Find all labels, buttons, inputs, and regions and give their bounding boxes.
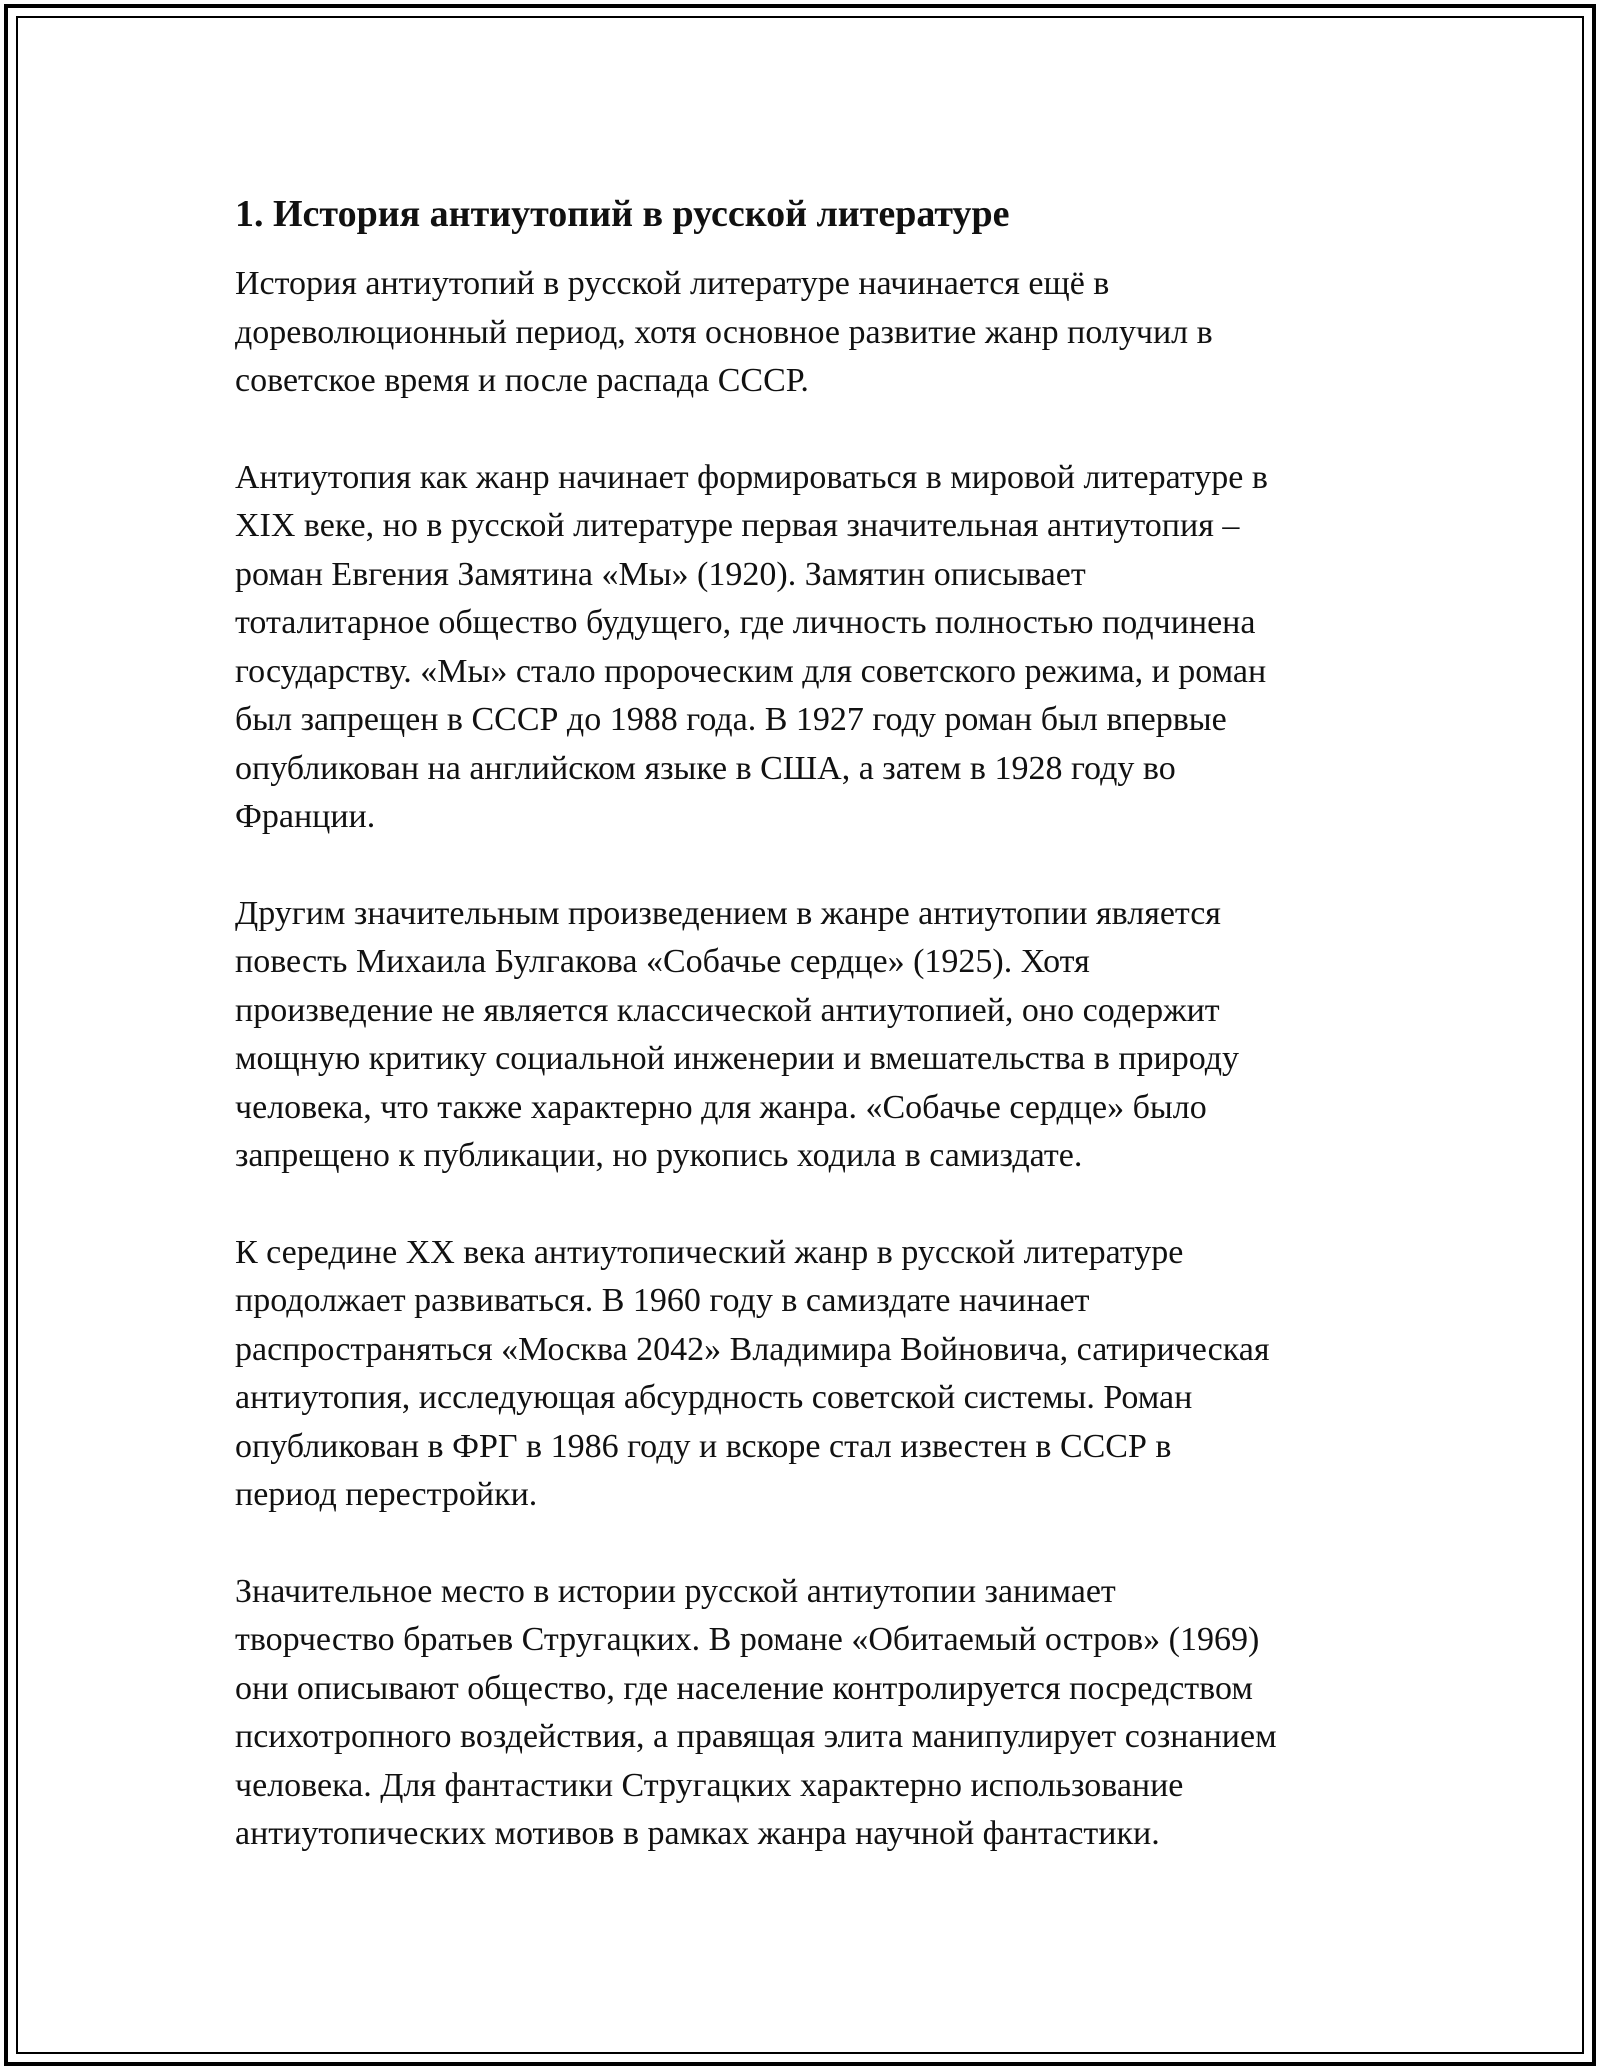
paragraph-line: История антиутопий в русской литературе начинается ещё в [235,265,1110,302]
section-title: 1. История антиутопий в русской литературе [235,193,1010,235]
paragraph-line: антиутопия, исследующая абсурдность советской системы. Роман [235,1379,1193,1416]
paragraph-line: человека, что также характерно для жанра. «Собачье сердце» было [235,1088,1207,1126]
paragraph-line: распространяться «Москва 2042» Владимира Войновича, сатирическая [235,1330,1270,1368]
paragraph-5 [235,1568,1385,1859]
paragraph-4 [235,1229,1385,1520]
paragraph-line: Значительное место в истории русской антиутопии занимает [235,1572,1116,1610]
paragraph-line: творчество братьев Стругацких. В романе «Обитаемый остров» (1969) [235,1621,1260,1658]
paragraph-1 [235,260,1385,406]
paragraph-line: Другим значительным произведением в жанре антиутопии является [235,894,1221,932]
paragraph-3 [235,890,1385,1181]
paragraph-line: был запрещен в СССР до 1988 года. В 1927 году роман был впервые [235,701,1227,738]
paragraph-line: продолжает развиваться. В 1960 году в самиздате начинает [235,1282,1090,1319]
paragraph-line: дореволюционный период, хотя основное развитие жанр получил в [235,313,1213,351]
paragraph-line: Антиутопия как жанр начинает формироваться в мировой литературе в [235,458,1268,496]
paragraph-line: советское время и после распада СССР. [235,362,809,399]
paragraph-line: опубликован в ФРГ в 1986 году и вскоре стал известен в СССР в [235,1427,1172,1465]
paragraph-line: роман Евгения Замятина «Мы» (1920). Замятин описывает [235,555,1086,593]
document-body [235,188,1385,1907]
paragraph-line: опубликован на английском языке в США, а затем в 1928 году во [235,749,1176,787]
paragraph-line: XIX веке, но в русской литературе первая значительная антиутопия – [235,507,1240,544]
paragraph-line: Франции. [235,798,376,835]
paragraph-line: период перестройки. [235,1476,538,1513]
paragraph-line: они описывают общество, где население контролируется посредством [235,1669,1253,1707]
paragraph-line: государству. «Мы» стало пророческим для советского режима, и роман [235,652,1267,690]
paragraph-line: повесть Михаила Булгакова «Собачье сердце» (1925). Хотя [235,943,1090,980]
paragraph-line: произведение не является классической антиутопией, оно содержит [235,991,1220,1029]
paragraph-2 [235,454,1385,842]
paragraph-line: К середине XX века антиутопический жанр в русской литературе [235,1233,1184,1271]
paragraph-line: человека. Для фантастики Стругацких характерно использование [235,1766,1184,1804]
paragraph-line: антиутопических мотивов в рамках жанра научной фантастики. [235,1815,1160,1852]
paragraph-line: мощную критику социальной инженерии и вмешательства в природу [235,1040,1240,1077]
paragraph-line: психотропного воздействия, а правящая элита манипулирует сознанием [235,1718,1277,1755]
paragraph-line: тоталитарное общество будущего, где личность полностью подчинена [235,604,1256,641]
paragraph-line: запрещено к публикации, но рукопись ходила в самиздате. [235,1137,1083,1174]
